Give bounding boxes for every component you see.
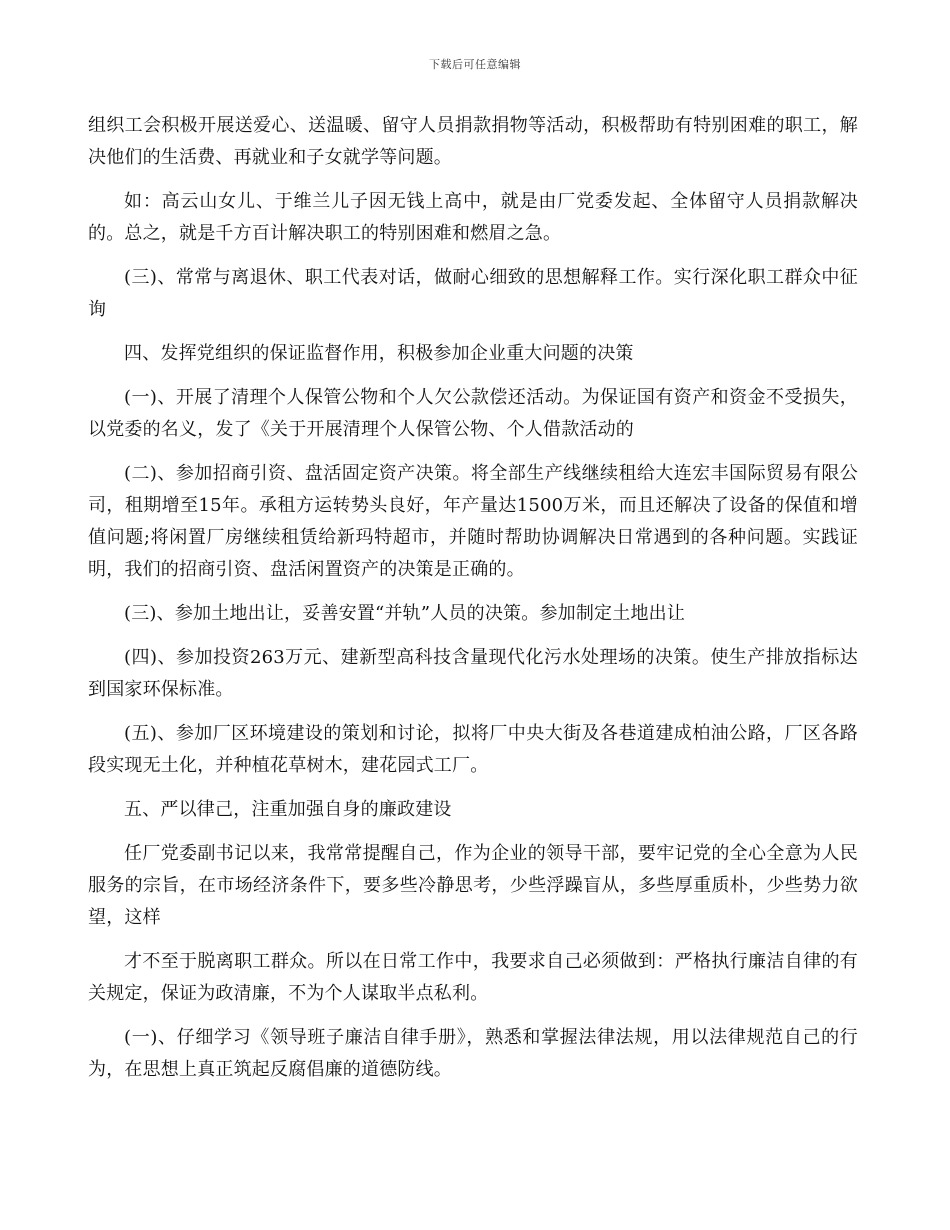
paragraph: (一)、开展了清理个人保管公物和个人欠公款偿还活动。为保证国有资产和资金不受损失，以党委的名义，发了《关于开展清理个人保管公物、个人借款活动的 — [88, 387, 858, 440]
page-header: 下载后可任意编辑 — [429, 58, 521, 71]
paragraph: (五)、参加厂区环境建设的策划和讨论，拟将厂中央大街及各巷道建成柏油公路，厂区各路段实现无土化，并种植花草树木，建花园式工厂。 — [88, 723, 858, 776]
paragraph: (三)、常常与离退休、职工代表对话，做耐心细致的思想解释工作。实行深化职工群众中征询 — [88, 267, 858, 320]
paragraph: (二)、参加招商引资、盘活固定资产决策。将全部生产线继续租给大连宏丰国际贸易有限公司，租期增至15年。承租方运转势头良好，年产量达1500万米，而且还解决了设备的保值和增值问题;将闲置厂房继续租赁给新玛特超市，并随时帮助协调解决日常遇到的各种问题。实践证明，我们的招商引资、盘活闲置资产的决策是正确的。 — [88, 463, 858, 580]
paragraph: 才不至于脱离职工群众。所以在日常工作中，我要求自己必须做到：严格执行廉洁自律的有关规定，保证为政清廉，不为个人谋取半点私利。 — [88, 951, 858, 1004]
document-body — [88, 110, 858, 1098]
paragraph: 如：高云山女儿、于维兰儿子因无钱上高中，就是由厂党委发起、全体留守人员捐款解决的。总之，就是千方百计解决职工的特别困难和燃眉之急。 — [88, 191, 858, 244]
paragraph: (三)、参加土地出让，妥善安置“并轨”人员的决策。参加制定土地出让 — [124, 603, 686, 624]
section-heading: 五、严以律己，注重加强自身的廉政建设 — [124, 799, 452, 820]
section-heading: 四、发挥党组织的保证监督作用，积极参加企业重大问题的决策 — [124, 343, 634, 364]
paragraph: (一)、仔细学习《领导班子廉洁自律手册》，熟悉和掌握法律法规，用以法律规范自己的行为，在思想上真正筑起反腐倡廉的道德防线。 — [88, 1027, 858, 1080]
paragraph: 组织工会积极开展送爱心、送温暖、留守人员捐款捐物等活动，积极帮助有特别困难的职工，解决他们的生活费、再就业和子女就学等问题。 — [88, 115, 858, 168]
paragraph: 任厂党委副书记以来，我常常提醒自己，作为企业的领导干部，要牢记党的全心全意为人民服务的宗旨，在市场经济条件下，要多些冷静思考，少些浮躁盲从，多些厚重质朴，少些势力欲望，这样 — [88, 843, 858, 928]
paragraph: (四)、参加投资263万元、建新型高科技含量现代化污水处理场的决策。使生产排放指标达到国家环保标准。 — [88, 647, 858, 700]
